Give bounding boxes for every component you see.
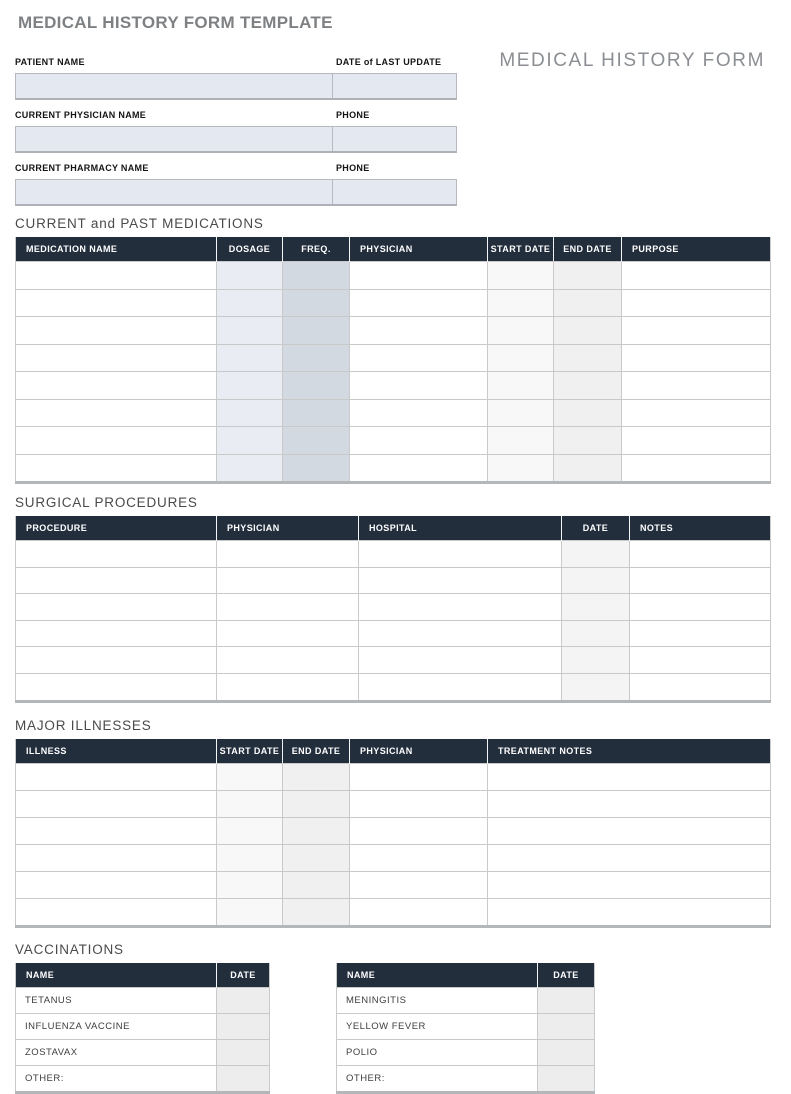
- field-label-row: [15, 57, 457, 67]
- vaccinations-left-table: [15, 963, 270, 1094]
- column-header-date: DATE: [562, 516, 630, 541]
- table-row: [16, 763, 771, 790]
- empty-input-cell-physician[interactable]: [217, 620, 359, 647]
- empty-input-cell-medication-name[interactable]: [16, 399, 217, 427]
- empty-input-cell-procedure[interactable]: [16, 620, 217, 647]
- header-row: [337, 963, 595, 988]
- column-header-physician: PHYSICIAN: [217, 516, 359, 541]
- empty-input-cell-dosage[interactable]: [217, 427, 283, 455]
- empty-input-cell-date[interactable]: [538, 987, 595, 1013]
- empty-input-cell-start-date[interactable]: [217, 817, 283, 844]
- surgical-procedures-table: [15, 516, 771, 703]
- empty-input-cell-dosage[interactable]: [217, 289, 283, 317]
- column-header-dosage: DOSAGE: [217, 237, 283, 262]
- empty-input-cell-physician[interactable]: [350, 763, 488, 790]
- empty-input-cell-medication-name[interactable]: [16, 427, 217, 455]
- empty-input-cell-notes[interactable]: [630, 647, 771, 674]
- column-header-start-date: START DATE: [217, 739, 283, 764]
- header-row: [16, 237, 771, 262]
- section-title-vaccinations: VACCINATIONS: [15, 941, 124, 957]
- empty-input-cell-date[interactable]: [562, 620, 630, 647]
- table-row: [16, 289, 771, 317]
- empty-input-cell-start-date[interactable]: [488, 289, 554, 317]
- table-row: [16, 567, 771, 594]
- table-row: [16, 1039, 270, 1065]
- empty-input-cell-hospital[interactable]: [359, 541, 562, 568]
- table-row: [337, 1013, 595, 1039]
- empty-input-cell-date[interactable]: [562, 647, 630, 674]
- empty-input-cell-physician[interactable]: [350, 262, 488, 290]
- column-header-physician: PHYSICIAN: [350, 739, 488, 764]
- empty-input-cell-procedure[interactable]: [16, 673, 217, 701]
- vaccinations-right-table: [336, 963, 595, 1094]
- column-header-name: NAME: [337, 963, 538, 988]
- empty-input-cell-medication-name[interactable]: [16, 262, 217, 290]
- empty-input-cell-treatment-notes[interactable]: [488, 844, 771, 871]
- vaccine-name-cell: POLIO: [337, 1039, 538, 1065]
- empty-input-cell-purpose[interactable]: [622, 399, 771, 427]
- empty-input-cell-start-date[interactable]: [488, 262, 554, 290]
- column-header-purpose: PURPOSE: [622, 237, 771, 262]
- table-row: [16, 790, 771, 817]
- empty-input-cell-physician[interactable]: [217, 673, 359, 701]
- empty-input-cell-physician[interactable]: [350, 372, 488, 400]
- empty-input-cell-start-date[interactable]: [217, 871, 283, 898]
- empty-input-cell-dosage[interactable]: [217, 454, 283, 483]
- empty-input-cell-date[interactable]: [538, 1013, 595, 1039]
- table-row: [337, 1039, 595, 1065]
- empty-input-cell-physician[interactable]: [217, 541, 359, 568]
- empty-input-cell-end-date[interactable]: [283, 763, 350, 790]
- empty-input-cell-physician[interactable]: [350, 427, 488, 455]
- empty-input-cell-purpose[interactable]: [622, 262, 771, 290]
- table-row: [16, 427, 771, 455]
- table-row: [16, 541, 771, 568]
- column-header-illness: ILLNESS: [16, 739, 217, 764]
- empty-input-cell-date[interactable]: [217, 1013, 270, 1039]
- empty-input-cell-hospital[interactable]: [359, 567, 562, 594]
- column-header-hospital: HOSPITAL: [359, 516, 562, 541]
- column-header-end-date: END DATE: [283, 739, 350, 764]
- physician-phone-input[interactable]: [333, 127, 456, 151]
- empty-input-cell-notes[interactable]: [630, 673, 771, 701]
- empty-input-cell-physician[interactable]: [217, 647, 359, 674]
- pharmacy-phone-label: PHONE: [336, 163, 370, 173]
- empty-input-cell-dosage[interactable]: [217, 372, 283, 400]
- empty-input-cell-physician[interactable]: [350, 399, 488, 427]
- table-row: [16, 317, 771, 345]
- empty-input-cell-date[interactable]: [538, 1065, 595, 1092]
- empty-input-cell-hospital[interactable]: [359, 647, 562, 674]
- empty-input-cell-physician[interactable]: [350, 871, 488, 898]
- empty-input-cell-hospital[interactable]: [359, 594, 562, 621]
- empty-input-cell-freq[interactable]: [283, 399, 350, 427]
- vaccine-name-cell: MENINGITIS: [337, 987, 538, 1013]
- empty-input-cell-dosage[interactable]: [217, 399, 283, 427]
- empty-input-cell-medication-name[interactable]: [16, 344, 217, 372]
- empty-input-cell-illness[interactable]: [16, 817, 217, 844]
- empty-input-cell-dosage[interactable]: [217, 317, 283, 345]
- empty-input-cell-start-date[interactable]: [488, 317, 554, 345]
- column-header-start-date: START DATE: [488, 237, 554, 262]
- empty-input-cell-physician[interactable]: [350, 898, 488, 926]
- empty-input-cell-treatment-notes[interactable]: [488, 790, 771, 817]
- empty-input-cell-illness[interactable]: [16, 871, 217, 898]
- table-row: [16, 817, 771, 844]
- pharmacy-name-input[interactable]: [16, 180, 333, 204]
- vaccine-name-cell: OTHER:: [16, 1065, 217, 1092]
- empty-input-cell-end-date[interactable]: [283, 844, 350, 871]
- empty-input-cell-illness[interactable]: [16, 763, 217, 790]
- header-row: [16, 739, 771, 764]
- empty-input-cell-freq[interactable]: [283, 454, 350, 483]
- table-row: [16, 844, 771, 871]
- vaccine-name-cell: OTHER:: [337, 1065, 538, 1092]
- section-title-medications: CURRENT and PAST MEDICATIONS: [15, 216, 264, 231]
- empty-input-cell-notes[interactable]: [630, 594, 771, 621]
- vaccine-name-cell: YELLOW FEVER: [337, 1013, 538, 1039]
- table-row: [337, 987, 595, 1013]
- empty-input-cell-start-date[interactable]: [488, 344, 554, 372]
- field-label-row: [15, 163, 457, 173]
- column-header-medication-name: MEDICATION NAME: [16, 237, 217, 262]
- table-row: [337, 1065, 595, 1092]
- field-box-row: [15, 126, 457, 153]
- empty-input-cell-date[interactable]: [562, 541, 630, 568]
- empty-input-cell-date[interactable]: [562, 567, 630, 594]
- empty-input-cell-purpose[interactable]: [622, 454, 771, 483]
- header-row: [16, 516, 771, 541]
- table-row: [16, 372, 771, 400]
- empty-input-cell-date[interactable]: [562, 673, 630, 701]
- empty-input-cell-freq[interactable]: [283, 372, 350, 400]
- medications-table: [15, 237, 771, 484]
- table-row: [16, 871, 771, 898]
- table-row: [16, 647, 771, 674]
- empty-input-cell-date[interactable]: [538, 1039, 595, 1065]
- table-row: [16, 344, 771, 372]
- vaccine-name-cell: INFLUENZA VACCINE: [16, 1013, 217, 1039]
- empty-input-cell-freq[interactable]: [283, 344, 350, 372]
- empty-input-cell-physician[interactable]: [350, 317, 488, 345]
- page-title: MEDICAL HISTORY FORM TEMPLATE: [18, 13, 333, 32]
- empty-input-cell-treatment-notes[interactable]: [488, 898, 771, 926]
- empty-input-cell-end-date[interactable]: [554, 372, 622, 400]
- empty-input-cell-illness[interactable]: [16, 844, 217, 871]
- empty-input-cell-notes[interactable]: [630, 541, 771, 568]
- column-header-freq: FREQ.: [283, 237, 350, 262]
- empty-input-cell-procedure[interactable]: [16, 647, 217, 674]
- empty-input-cell-procedure[interactable]: [16, 541, 217, 568]
- empty-input-cell-procedure[interactable]: [16, 567, 217, 594]
- table-row: [16, 1065, 270, 1092]
- empty-input-cell-freq[interactable]: [283, 427, 350, 455]
- column-header-procedure: PROCEDURE: [16, 516, 217, 541]
- empty-input-cell-date[interactable]: [217, 1065, 270, 1092]
- section-title-major-illnesses: MAJOR ILLNESSES: [15, 717, 152, 733]
- empty-input-cell-end-date[interactable]: [554, 317, 622, 345]
- empty-input-cell-physician[interactable]: [350, 844, 488, 871]
- field-box-row: [15, 73, 457, 100]
- empty-input-cell-dosage[interactable]: [217, 262, 283, 290]
- empty-input-cell-hospital[interactable]: [359, 620, 562, 647]
- empty-input-cell-treatment-notes[interactable]: [488, 817, 771, 844]
- empty-input-cell-start-date[interactable]: [488, 427, 554, 455]
- empty-input-cell-start-date[interactable]: [217, 763, 283, 790]
- empty-input-cell-end-date[interactable]: [283, 790, 350, 817]
- date-of-last-update-input[interactable]: [333, 74, 456, 98]
- empty-input-cell-start-date[interactable]: [488, 399, 554, 427]
- empty-input-cell-purpose[interactable]: [622, 344, 771, 372]
- empty-input-cell-end-date[interactable]: [554, 399, 622, 427]
- table-row: [16, 898, 771, 926]
- physician-name-input[interactable]: [16, 127, 333, 151]
- empty-input-cell-freq[interactable]: [283, 317, 350, 345]
- empty-input-cell-end-date[interactable]: [554, 344, 622, 372]
- empty-input-cell-procedure[interactable]: [16, 594, 217, 621]
- table-row: [16, 399, 771, 427]
- empty-input-cell-end-date[interactable]: [283, 817, 350, 844]
- empty-input-cell-end-date[interactable]: [554, 289, 622, 317]
- empty-input-cell-physician[interactable]: [350, 289, 488, 317]
- empty-input-cell-purpose[interactable]: [622, 289, 771, 317]
- empty-input-cell-illness[interactable]: [16, 898, 217, 926]
- column-header-notes: NOTES: [630, 516, 771, 541]
- empty-input-cell-treatment-notes[interactable]: [488, 763, 771, 790]
- vaccine-name-cell: TETANUS: [16, 987, 217, 1013]
- empty-input-cell-end-date[interactable]: [283, 871, 350, 898]
- empty-input-cell-medication-name[interactable]: [16, 372, 217, 400]
- empty-input-cell-start-date[interactable]: [488, 372, 554, 400]
- empty-input-cell-start-date[interactable]: [217, 898, 283, 926]
- empty-input-cell-physician[interactable]: [217, 567, 359, 594]
- section-title-surgical-procedures: SURGICAL PROCEDURES: [15, 495, 198, 510]
- pharmacy-phone-input[interactable]: [333, 180, 456, 204]
- table-row: [16, 1013, 270, 1039]
- physician-name-label: CURRENT PHYSICIAN NAME: [15, 110, 147, 120]
- empty-input-cell-purpose[interactable]: [622, 427, 771, 455]
- empty-input-cell-freq[interactable]: [283, 289, 350, 317]
- table-row: [16, 262, 771, 290]
- column-header-end-date: END DATE: [554, 237, 622, 262]
- date-of-last-update-label: DATE of LAST UPDATE: [336, 57, 442, 67]
- header-row: [16, 963, 270, 988]
- column-header-name: NAME: [16, 963, 217, 988]
- empty-input-cell-medication-name[interactable]: [16, 454, 217, 483]
- empty-input-cell-date[interactable]: [217, 1039, 270, 1065]
- column-header-treatment-notes: TREATMENT NOTES: [488, 739, 771, 764]
- empty-input-cell-dosage[interactable]: [217, 344, 283, 372]
- column-header-date: DATE: [217, 963, 270, 988]
- patient-name-input[interactable]: [16, 74, 333, 98]
- field-box-row: [15, 179, 457, 206]
- form-title: MEDICAL HISTORY FORM: [499, 50, 765, 71]
- empty-input-cell-start-date[interactable]: [217, 844, 283, 871]
- empty-input-cell-medication-name[interactable]: [16, 289, 217, 317]
- table-row: [16, 987, 270, 1013]
- empty-input-cell-end-date[interactable]: [554, 454, 622, 483]
- empty-input-cell-date[interactable]: [562, 594, 630, 621]
- empty-input-cell-illness[interactable]: [16, 790, 217, 817]
- empty-input-cell-physician[interactable]: [350, 454, 488, 483]
- empty-input-cell-end-date[interactable]: [554, 427, 622, 455]
- column-header-physician: PHYSICIAN: [350, 237, 488, 262]
- vaccine-name-cell: ZOSTAVAX: [16, 1039, 217, 1065]
- empty-input-cell-notes[interactable]: [630, 567, 771, 594]
- vaccinations-section: [15, 963, 791, 1094]
- empty-input-cell-start-date[interactable]: [217, 790, 283, 817]
- table-row: [16, 594, 771, 621]
- empty-input-cell-date[interactable]: [217, 987, 270, 1013]
- empty-input-cell-hospital[interactable]: [359, 673, 562, 701]
- column-header-date: DATE: [538, 963, 595, 988]
- empty-input-cell-treatment-notes[interactable]: [488, 871, 771, 898]
- table-row: [16, 673, 771, 701]
- patient-info-section: [15, 57, 791, 206]
- empty-input-cell-end-date[interactable]: [283, 898, 350, 926]
- empty-input-cell-physician[interactable]: [350, 344, 488, 372]
- table-row: [16, 620, 771, 647]
- empty-input-cell-medication-name[interactable]: [16, 317, 217, 345]
- empty-input-cell-notes[interactable]: [630, 620, 771, 647]
- pharmacy-name-label: CURRENT PHARMACY NAME: [15, 163, 149, 173]
- empty-input-cell-freq[interactable]: [283, 262, 350, 290]
- field-label-row: [15, 110, 457, 120]
- empty-input-cell-purpose[interactable]: [622, 317, 771, 345]
- physician-phone-label: PHONE: [336, 110, 370, 120]
- empty-input-cell-purpose[interactable]: [622, 372, 771, 400]
- major-illnesses-table: [15, 739, 771, 928]
- patient-name-label: PATIENT NAME: [15, 57, 85, 67]
- empty-input-cell-physician[interactable]: [350, 790, 488, 817]
- table-row: [16, 454, 771, 483]
- empty-input-cell-physician[interactable]: [217, 594, 359, 621]
- empty-input-cell-end-date[interactable]: [554, 262, 622, 290]
- empty-input-cell-start-date[interactable]: [488, 454, 554, 483]
- empty-input-cell-physician[interactable]: [350, 817, 488, 844]
